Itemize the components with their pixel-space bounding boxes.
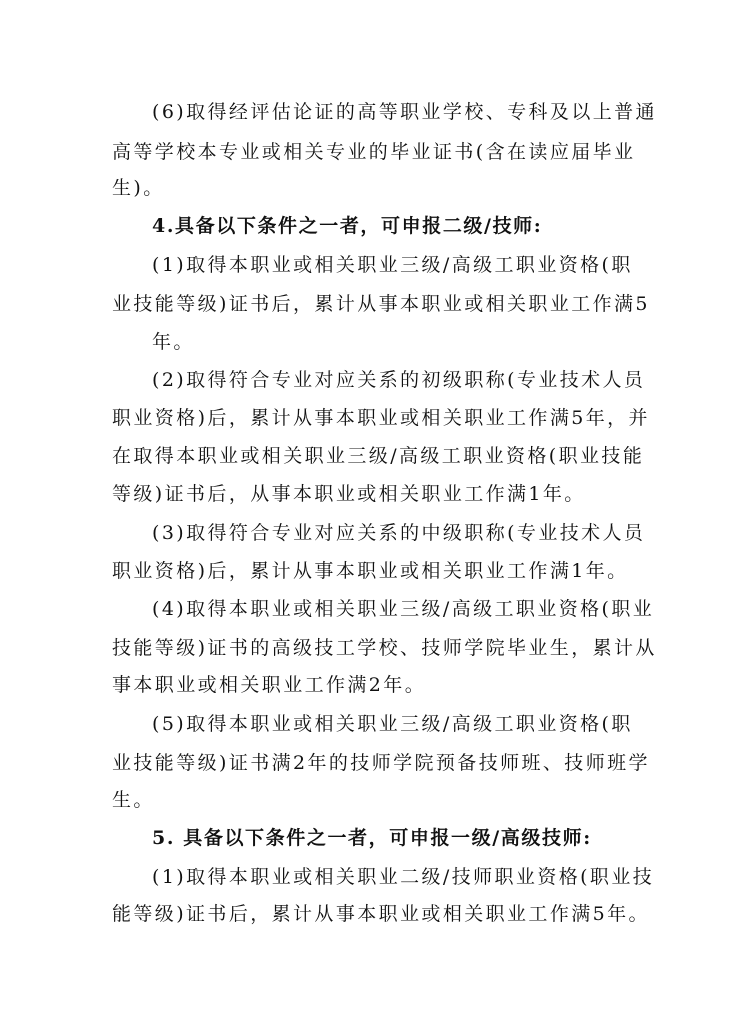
section-5-heading: 5. 具备以下条件之一者，可申报一级/高级技师:: [152, 827, 592, 849]
s5-item-1-line-1: (1)取得本职业或相关职业二级/技师职业资格(职业技: [152, 866, 655, 888]
s4-item-5-line-1: (5)取得本职业或相关职业三级/高级工职业资格(职: [152, 713, 633, 735]
s4-item-5-line-2: 业技能等级)证书满2年的技师学院预备技师班、技师班学: [112, 752, 650, 774]
s4-item-2-line-1: (2)取得符合专业对应关系的初级职称(专业技术人员: [152, 369, 646, 391]
s4-item-1-line-2: 业技能等级)证书后，累计从事本职业或相关职业工作满5: [112, 293, 650, 315]
s4-item-2-line-3: 在取得本职业或相关职业三级/高级工职业资格(职业技能: [112, 445, 645, 467]
item-6-line-1: (6)取得经评估论证的高等职业学校、专科及以上普通: [152, 101, 657, 123]
item-6-line-2: 高等学校本专业或相关专业的毕业证书(含在读应届毕业: [112, 141, 636, 163]
s4-item-3-line-2: 职业资格)后，累计从事本职业或相关职业工作满1年。: [112, 560, 629, 582]
item-6-line-3: 生)。: [112, 177, 165, 199]
s4-item-1-line-3: 年。: [152, 331, 195, 353]
s4-item-3-line-1: (3)取得符合专业对应关系的中级职称(专业技术人员: [152, 522, 646, 544]
s4-item-1-line-1: (1)取得本职业或相关职业三级/高级工职业资格(职: [152, 254, 633, 276]
s4-item-4-line-2: 技能等级)证书的高级技工学校、技师学院毕业生，累计从: [112, 637, 657, 659]
s5-item-1-line-2: 能等级)证书后，累计从事本职业或相关职业工作满5年。: [112, 903, 650, 925]
section-4-heading: 4.具备以下条件之一者，可申报二级/技师:: [152, 215, 543, 237]
s4-item-2-line-2: 职业资格)后，累计从事本职业或相关职业工作满5年，并: [112, 407, 650, 429]
s4-item-4-line-3: 事本职业或相关职业工作满2年。: [112, 674, 427, 696]
s4-item-5-line-3: 生。: [112, 789, 155, 811]
s4-item-4-line-1: (4)取得本职业或相关职业三级/高级工职业资格(职业: [152, 598, 655, 620]
s4-item-2-line-4: 等级)证书后，从事本职业或相关职业工作满1年。: [112, 483, 586, 505]
